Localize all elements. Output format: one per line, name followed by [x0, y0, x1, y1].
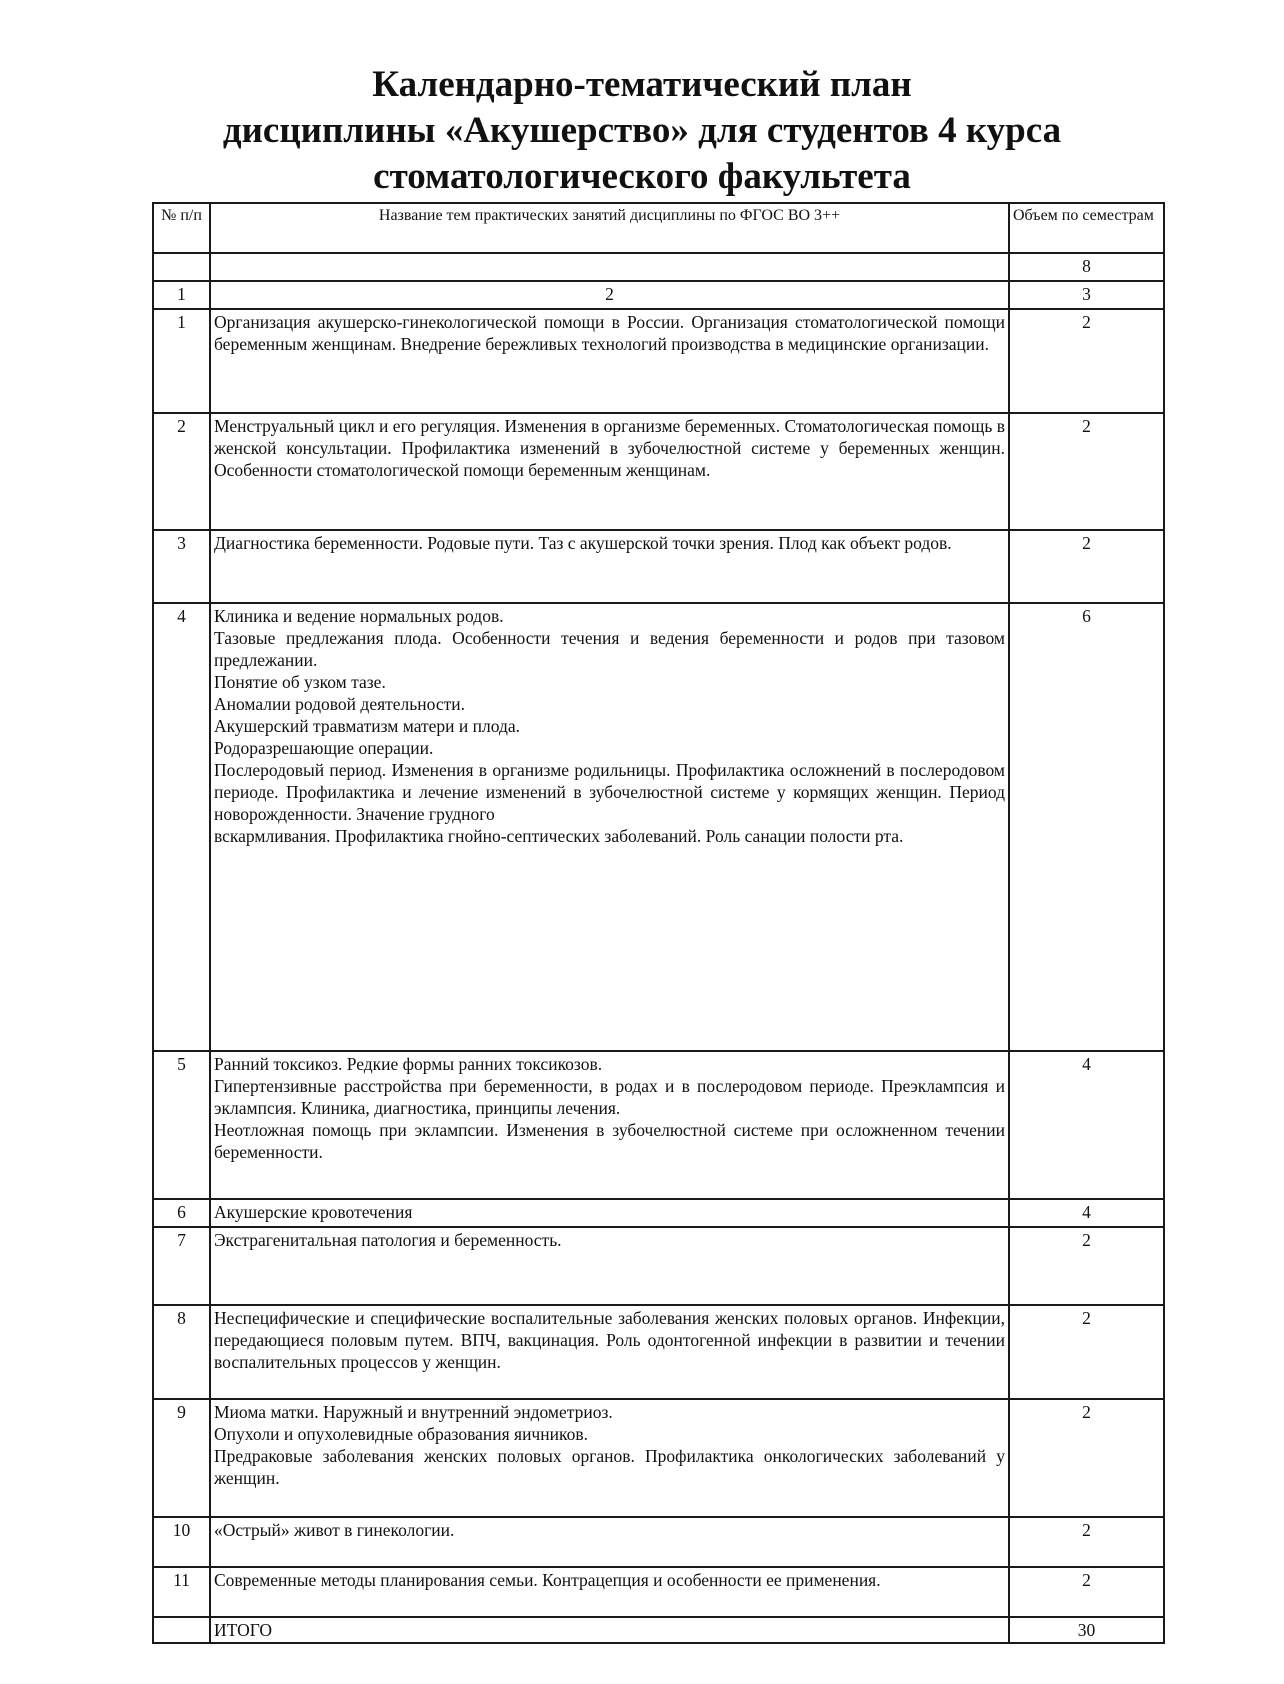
table-row	[153, 309, 1164, 413]
row-number: 5	[153, 1051, 210, 1199]
total-hours: 30	[1009, 1617, 1164, 1643]
row-hours: 4	[1009, 1199, 1164, 1227]
topic-line: Понятие об узком тазе.	[214, 672, 386, 692]
topic-line: Акушерский травматизм матери и плода.	[214, 716, 521, 736]
topic-line: Экстрагенитальная патология и беременность.	[214, 1230, 562, 1250]
row-hours: 2	[1009, 413, 1164, 530]
header-volume: Объем по семестрам	[1009, 203, 1164, 253]
table-row	[153, 603, 1164, 1051]
table-row	[153, 530, 1164, 603]
row-hours: 2	[1009, 1305, 1164, 1399]
topic-line: Гипертензивные расстройства при беременности, в родах и в послеродовом периоде. Преэклампсия и эклампсия. Клиника, диагностика, принципы лечения.	[214, 1076, 1005, 1118]
document-title	[0, 62, 1284, 200]
header-row	[153, 203, 1164, 253]
topic-line: Опухоли и опухолевидные образования яичников.	[214, 1424, 588, 1444]
row-number: 3	[153, 530, 210, 603]
row-topic	[210, 1227, 1009, 1305]
topic-line: Акушерские кровотечения	[214, 1202, 413, 1222]
topic-line: «Острый» живот в гинекологии.	[214, 1520, 455, 1540]
table-row	[153, 1227, 1164, 1305]
row-hours: 2	[1009, 1517, 1164, 1567]
topic-line: Менструальный цикл и его регуляция. Изменения в организме беременных. Стоматологическая помощь в женской консультации. Профилактика изменений в зубочелюстной системе у беременных женщин. Особенности стоматологической помощи беременным женщинам.	[214, 416, 1005, 480]
topic-line: Неотложная помощь при эклампсии. Изменения в зубочелюстной системе при осложненном течении беременности.	[214, 1120, 1005, 1162]
row-number: 8	[153, 1305, 210, 1399]
row-topic	[210, 1567, 1009, 1617]
table-row	[153, 1399, 1164, 1517]
row-topic	[210, 1199, 1009, 1227]
row-hours: 2	[1009, 530, 1164, 603]
topic-line: вскармливания. Профилактика гнойно-септических заболеваний. Роль санации полости рта.	[214, 826, 904, 846]
table-row	[153, 413, 1164, 530]
topic-line: Тазовые предлежания плода. Особенности течения и ведения беременности и родов при тазовом предлежании.	[214, 628, 1005, 670]
row-number: 7	[153, 1227, 210, 1305]
total-empty	[153, 1617, 210, 1643]
topic-line: Аномалии родовой деятельности.	[214, 694, 465, 714]
table-row	[153, 1567, 1164, 1617]
row-number: 9	[153, 1399, 210, 1517]
plan-table	[152, 202, 1165, 1644]
title-line-3: стоматологического факультета	[373, 156, 911, 197]
table-row	[153, 1199, 1164, 1227]
table-row	[153, 1051, 1164, 1199]
topic-line: Ранний токсикоз. Редкие формы ранних токсикозов.	[214, 1054, 603, 1074]
topic-line: Родоразрешающие операции.	[214, 738, 434, 758]
semester-empty-1	[153, 253, 210, 281]
row-number: 10	[153, 1517, 210, 1567]
row-topic	[210, 413, 1009, 530]
row-number: 11	[153, 1567, 210, 1617]
column-number-3: 3	[1009, 281, 1164, 309]
semester-empty-2	[210, 253, 1009, 281]
topic-line: Неспецифические и специфические воспалительные заболевания женских половых органов. Инфекции, передающиеся половым путем. ВПЧ, вакцинация. Роль одонтогенной инфекции в развитии и течении воспалительных процессов у женщин.	[214, 1308, 1005, 1372]
topic-line: Миома матки. Наружный и внутренний эндометриоз.	[214, 1402, 613, 1422]
topic-line: Предраковые заболевания женских половых органов. Профилактика онкологических заболеваний у женщин.	[214, 1446, 1005, 1488]
column-number-1: 1	[153, 281, 210, 309]
topic-line: Клиника и ведение нормальных родов.	[214, 606, 504, 626]
title-line-1: Календарно-тематический план	[372, 64, 912, 105]
row-number: 4	[153, 603, 210, 1051]
plan-table-body	[153, 203, 1164, 1643]
table-row	[153, 1305, 1164, 1399]
semester-row	[153, 253, 1164, 281]
row-topic	[210, 1517, 1009, 1567]
row-topic	[210, 1399, 1009, 1517]
row-hours: 4	[1009, 1051, 1164, 1199]
row-hours: 2	[1009, 1567, 1164, 1617]
header-num: № п/п	[153, 203, 210, 253]
column-number-2: 2	[210, 281, 1009, 309]
topic-line: Организация акушерско-гинекологической помощи в России. Организация стоматологической помощи беременным женщинам. Внедрение бережливых технологий производства в медицинские организации.	[214, 312, 1005, 354]
total-row	[153, 1617, 1164, 1643]
row-number: 2	[153, 413, 210, 530]
header-topic: Название тем практических занятий дисциплины по ФГОС ВО 3++	[210, 203, 1009, 253]
row-number: 6	[153, 1199, 210, 1227]
row-hours: 2	[1009, 1227, 1164, 1305]
row-hours: 6	[1009, 603, 1164, 1051]
row-topic	[210, 530, 1009, 603]
title-line-2: дисциплины «Акушерство» для студентов 4 курса	[222, 110, 1062, 151]
row-hours: 2	[1009, 309, 1164, 413]
row-topic	[210, 603, 1009, 1051]
topic-line: Послеродовый период. Изменения в организме родильницы. Профилактика осложнений в послеродовом периоде. Профилактика и лечение изменений в зубочелюстной системе у кормящих женщин. Период новорожденности. Значение грудного	[214, 760, 1005, 824]
table-row	[153, 1517, 1164, 1567]
row-topic	[210, 1051, 1009, 1199]
semester-number: 8	[1009, 253, 1164, 281]
row-topic	[210, 309, 1009, 413]
total-label: ИТОГО	[210, 1617, 1009, 1643]
topic-line: Современные методы планирования семьи. Контрацепция и особенности ее применения.	[214, 1570, 881, 1590]
row-hours: 2	[1009, 1399, 1164, 1517]
column-numbers-row	[153, 281, 1164, 309]
row-number: 1	[153, 309, 210, 413]
row-topic	[210, 1305, 1009, 1399]
topic-line: Диагностика беременности. Родовые пути. Таз с акушерской точки зрения. Плод как объект родов.	[214, 533, 952, 553]
